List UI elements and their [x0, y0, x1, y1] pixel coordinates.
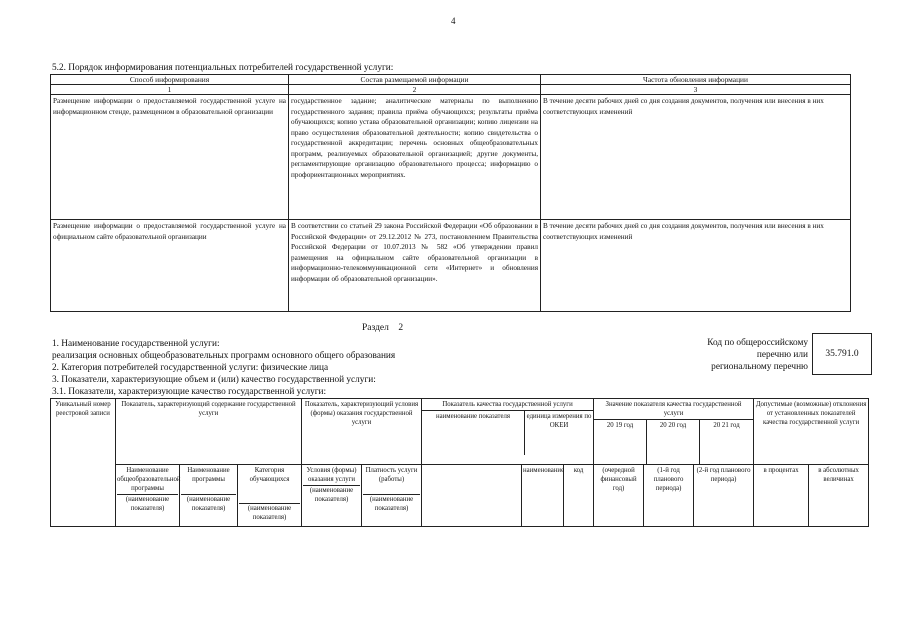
col-num-1: 1 [51, 85, 289, 95]
year-3-post: год [730, 422, 740, 429]
row1-content: государственное задание; аналитические материалы по выполнению государственного задания; правила приёма обучающихся; результаты приёма обучающихся; копию устава образовательной организации; копию лицензии на право осуществления образовательной деятельности; копию свидетельства о государственной аккредитации; перечень основных общеобразовательных программ, реализуемых образовательной организацией; другие документы, регламентирующие организацию образовательного процесса; информацию о профориентационных мероприятиях. [289, 95, 541, 220]
header-quality-unit: единица измерения по ОКЕИ [526, 413, 592, 429]
consumer-category: 2. Категория потребителей государственной услуги: физические лица [52, 363, 329, 373]
year-1-pre: 20 [606, 422, 614, 429]
category-label: Категория обучающихся [249, 467, 290, 483]
subheader-dev-percent: в процентах [754, 465, 809, 527]
informing-table [50, 74, 851, 312]
subheader-indicator-empty [422, 465, 522, 527]
program-name-label: Наименование общеобразовательной программы [117, 467, 181, 492]
row1-method: Размещение информации о предоставляемой государственной услуге на информационном стенде, размещенном в образовательной организации [51, 95, 289, 220]
subheader-payment [362, 465, 422, 527]
subheader-category [238, 465, 302, 527]
indicators-heading: 3. Показатели, характеризующие объем и (или) качество государственной услуги: [52, 375, 376, 385]
header-values [594, 399, 754, 465]
quality-table [50, 398, 869, 527]
header-content: Состав размещаемой информации [289, 75, 541, 85]
header-deviation: Допустимые (возможные) отклонения от установленных показателей качества государственной услуги [754, 399, 869, 465]
code-value-box: 35.791.0 [812, 333, 872, 375]
header-quality-name: наименование показателя [422, 411, 525, 455]
subheader-year-2-note: (1-й год планового периода) [644, 465, 694, 527]
col-num-2: 2 [289, 85, 541, 95]
year-1 [594, 420, 647, 464]
service-name-label: 1. Наименование государственной услуги: [52, 339, 220, 349]
header-frequency: Частота обновления информации [541, 75, 851, 85]
payment-note: (наименование показателя) [363, 494, 420, 513]
subheader-unit-name: наименование [522, 465, 564, 527]
header-quality-title: Показатель качества государственной услуги [422, 399, 593, 411]
page-number: 4 [451, 16, 456, 26]
razdel-label: Раздел [362, 323, 389, 333]
code-label [690, 337, 808, 373]
header-condition-indicator: Показатель, характеризующий условия (формы) оказания государственной услуги [302, 399, 422, 465]
razdel-heading [362, 323, 403, 333]
year-3-value: 21 [721, 422, 729, 429]
year-2-post: год [676, 422, 687, 429]
table-row [51, 95, 851, 220]
category-note: (наименование показателя) [239, 503, 300, 522]
conditions-note: (наименование показателя) [303, 485, 360, 504]
header-registry: Уникальный номер реестровой записи [51, 399, 116, 527]
year-2 [647, 420, 700, 464]
code-label-line-3: региональному перечню [711, 362, 808, 372]
program-label: Наименование программы [187, 467, 230, 483]
quality-indicators-heading: 3.1. Показатели, характеризующие качество государственной услуги: [52, 387, 327, 397]
razdel-number: 2 [398, 323, 404, 333]
row2-frequency: В течение десяти рабочих дней со дня создания документов, получения или внесения в них соответствующих изменений [541, 220, 851, 312]
row2-content: В соответствии со статьей 29 закона Российской Федерации «Об образовании в Российской Федерации» от 29.12.2012 № 273, постановлением Правительства Российской Федерации от 10.07.2013 № 582 «Об утверждении правил размещения на официальном сайте образовательной организации в информационно-телекоммуникационной сети «Интернет» и обновления информации об образовательной организации». [289, 220, 541, 312]
service-name-value: реализация основных общеобразовательных программ основного общего образования [52, 351, 396, 361]
subheader-unit-code: код [564, 465, 594, 527]
year-3 [700, 420, 753, 464]
col-num-3: 3 [541, 85, 851, 95]
header-content-indicator: Показатель, характеризующий содержание государственной услуги [116, 399, 302, 465]
subheader-program [180, 465, 238, 527]
year-1-value: 19 [615, 422, 623, 429]
row2-method: Размещение информации о предоставляемой государственной услуге на официальном сайте образовательной организации [51, 220, 289, 312]
section-5-2-title: 5.2. Порядок информирования потенциальных потребителей государственной услуги: [52, 63, 394, 73]
subheader-program-name [116, 465, 180, 527]
payment-label: Платность услуги (работы) [365, 467, 418, 483]
year-1-post: год [623, 422, 634, 429]
code-label-line-2: перечню или [756, 350, 808, 360]
code-label-line-1: Код по общероссийскому [707, 338, 808, 348]
header-values-title: Значение показателя качества государственной услуги [594, 399, 753, 420]
program-note: (наименование показателя) [181, 494, 236, 513]
row1-frequency: В течение десяти рабочих дней со дня создания документов, получения или внесения в них соответствующих изменений [541, 95, 851, 220]
year-2-pre: 20 [659, 422, 667, 429]
subheader-dev-absolute: в абсолютных величинах [809, 465, 869, 527]
program-name-note: (наименование показателя) [117, 494, 178, 513]
year-3-pre: 20 [713, 422, 721, 429]
subheader-year-1-note: (очередной финансовый год) [594, 465, 644, 527]
subheader-conditions [302, 465, 362, 527]
conditions-label: Условия (формы) оказания услуги [306, 467, 357, 483]
subheader-year-3-note: (2-й год планового периода) [694, 465, 754, 527]
year-2-value: 20 [668, 422, 676, 429]
header-quality [422, 399, 594, 465]
header-method: Способ информирования [51, 75, 289, 85]
table-row [51, 220, 851, 312]
